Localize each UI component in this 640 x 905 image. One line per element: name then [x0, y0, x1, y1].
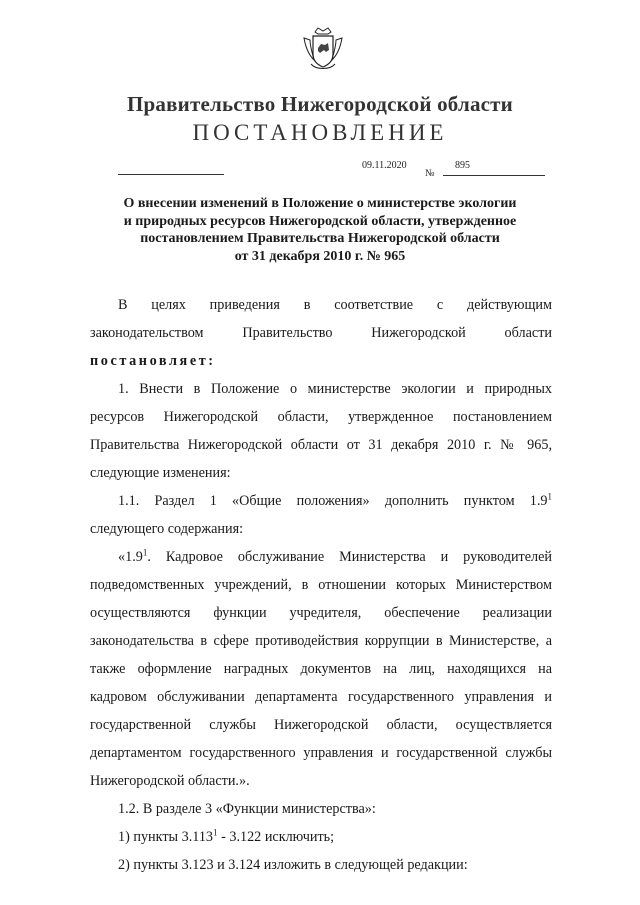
- body-line: 1.2. В разделе 3 «Функции министерства»:: [118, 801, 376, 817]
- subject-line: постановлением Правительства Нижегородской области: [140, 231, 500, 246]
- body-line: подведомственных учреждений, в отношении которых Министерством: [90, 577, 552, 593]
- body-line: В целях приведения в соответствие с действующим: [118, 297, 552, 313]
- subject-line: от 31 декабря 2010 г. № 965: [234, 248, 406, 264]
- government-title: Правительство Нижегородской области: [127, 92, 513, 116]
- body-line: государственной службы Нижегородской области, осуществляется: [90, 717, 552, 733]
- date-underline-left: [118, 174, 224, 175]
- coat-of-arms-emblem: [302, 26, 344, 72]
- number-underline: [443, 175, 545, 176]
- body-line: 1.1. Раздел 1 «Общие положения» дополнить пунктом $1.9^1$: [118, 491, 552, 509]
- body-line: 2) пункты 3.123 и 3.124 изложить в следующей редакции:: [118, 857, 468, 873]
- number-label: №: [425, 168, 435, 179]
- body-line: 1. Внести в Положение о министерстве экологии и природных: [118, 381, 552, 397]
- body-line: осуществляются функции учредителя, обеспечение реализации: [90, 605, 552, 621]
- document-number: 895: [455, 160, 470, 171]
- body-line: также оформление наградных документов на лиц, находящихся на: [90, 661, 552, 677]
- body-line: кадровом обслуживании департамента государственного управления и: [90, 689, 552, 705]
- body-line: Нижегородской области.».: [90, 773, 250, 789]
- subject-line: О внесении изменений в Положение о министерстве экологии: [123, 196, 517, 211]
- body-line: «$1.9^1$. Кадровое обслуживание Министерства и руководителей: [118, 547, 552, 565]
- body-line: законодательства в сфере противодействия коррупции в Министерстве, а: [90, 633, 552, 649]
- subject-line: и природных ресурсов Нижегородской области, утвержденное: [123, 213, 517, 229]
- document-subject: [90, 195, 550, 265]
- document-type: ПОСТАНОВЛЕНИЕ: [192, 120, 448, 145]
- body-line: следующие изменения:: [90, 465, 231, 481]
- resolution-word: постановляет:: [90, 353, 216, 369]
- body-line: департаментом государственного управления и государственной службы: [90, 745, 552, 761]
- body-line: ресурсов Нижегородской области, утвержденное постановлением: [90, 409, 552, 425]
- document-date: 09.11.2020: [362, 160, 407, 171]
- body-line: Правительства Нижегородской области от 31 декабря 2010 г. № 965,: [90, 437, 552, 453]
- body-line: следующего содержания:: [90, 521, 244, 537]
- body-line: законодательством Правительство Нижегородской области: [90, 325, 552, 341]
- body-line: 1) пункты 3.113$^1$ - 3.122 исключить;: [118, 827, 335, 845]
